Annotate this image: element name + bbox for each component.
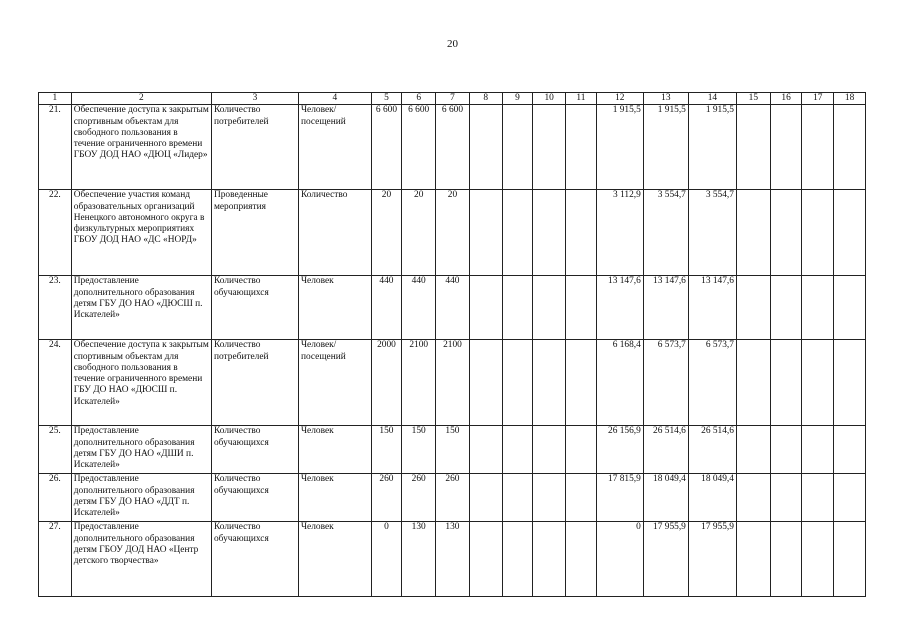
- unit-name: Человек: [298, 474, 371, 522]
- page-number: 20: [447, 38, 458, 50]
- empty-cell: [770, 190, 802, 276]
- empty-cell: [770, 276, 802, 340]
- value-col-5: 20: [371, 190, 402, 276]
- unit-name: Количество: [298, 190, 371, 276]
- finance-col-14: 1 915,5: [688, 105, 736, 190]
- value-col-6: 130: [402, 522, 436, 597]
- empty-cell: [502, 276, 533, 340]
- indicator-name: Количество обучающихся: [211, 474, 298, 522]
- value-col-5: 6 600: [371, 105, 402, 190]
- finance-col-12: 0: [596, 522, 643, 597]
- row-number: 24.: [39, 340, 72, 426]
- service-name: Обеспечение доступа к закрытым спортивным объектам для свободного пользования в течение ограниченного времени ГБУ ДО НАО «ДЮСШ п. Искателей»: [71, 340, 211, 426]
- row-number: 23.: [39, 276, 72, 340]
- finance-col-14: 13 147,6: [688, 276, 736, 340]
- empty-cell: [834, 276, 866, 340]
- value-col-5: 440: [371, 276, 402, 340]
- indicator-name: Количество потребителей: [211, 340, 298, 426]
- empty-cell: [533, 522, 566, 597]
- empty-cell: [566, 426, 597, 474]
- unit-name: Человек: [298, 426, 371, 474]
- empty-cell: [736, 105, 770, 190]
- column-header: 16: [770, 93, 802, 105]
- empty-cell: [770, 522, 802, 597]
- empty-cell: [770, 105, 802, 190]
- finance-col-13: 17 955,9: [643, 522, 688, 597]
- finance-col-13: 3 554,7: [643, 190, 688, 276]
- finance-col-12: 26 156,9: [596, 426, 643, 474]
- empty-cell: [736, 340, 770, 426]
- column-header: 3: [211, 93, 298, 105]
- unit-name: Человек: [298, 522, 371, 597]
- value-col-7: 130: [436, 522, 470, 597]
- column-number-row: [39, 93, 866, 105]
- empty-cell: [502, 190, 533, 276]
- finance-col-12: 13 147,6: [596, 276, 643, 340]
- empty-cell: [502, 105, 533, 190]
- empty-cell: [736, 474, 770, 522]
- empty-cell: [802, 522, 834, 597]
- column-header: 12: [596, 93, 643, 105]
- empty-cell: [736, 190, 770, 276]
- row-number: 25.: [39, 426, 72, 474]
- table-row: [39, 105, 866, 190]
- value-col-7: 440: [436, 276, 470, 340]
- empty-cell: [469, 190, 502, 276]
- table-row: [39, 190, 866, 276]
- service-name: Предоставление дополнительного образования детям ГБОУ ДОД НАО «Центр детского творчества»: [71, 522, 211, 597]
- empty-cell: [834, 474, 866, 522]
- column-header: 9: [502, 93, 533, 105]
- data-table: [38, 92, 866, 597]
- empty-cell: [834, 340, 866, 426]
- value-col-6: 2100: [402, 340, 436, 426]
- row-number: 26.: [39, 474, 72, 522]
- column-header: 8: [469, 93, 502, 105]
- empty-cell: [802, 105, 834, 190]
- empty-cell: [533, 474, 566, 522]
- empty-cell: [502, 522, 533, 597]
- empty-cell: [770, 474, 802, 522]
- empty-cell: [533, 105, 566, 190]
- value-col-6: 260: [402, 474, 436, 522]
- value-col-5: 2000: [371, 340, 402, 426]
- empty-cell: [834, 190, 866, 276]
- column-header: 5: [371, 93, 402, 105]
- value-col-6: 440: [402, 276, 436, 340]
- finance-col-14: 18 049,4: [688, 474, 736, 522]
- indicator-name: Количество обучающихся: [211, 426, 298, 474]
- column-header: 6: [402, 93, 436, 105]
- service-name: Предоставление дополнительного образования детям ГБУ ДО НАО «ДЮСШ п. Искателей»: [71, 276, 211, 340]
- finance-col-12: 3 112,9: [596, 190, 643, 276]
- table-row: [39, 340, 866, 426]
- empty-cell: [533, 340, 566, 426]
- unit-name: Человек/ посещений: [298, 340, 371, 426]
- value-col-7: 20: [436, 190, 470, 276]
- column-header: 1: [39, 93, 72, 105]
- empty-cell: [736, 426, 770, 474]
- empty-cell: [533, 190, 566, 276]
- finance-col-13: 6 573,7: [643, 340, 688, 426]
- empty-cell: [533, 276, 566, 340]
- column-header: 13: [643, 93, 688, 105]
- empty-cell: [502, 340, 533, 426]
- empty-cell: [834, 522, 866, 597]
- column-header: 15: [736, 93, 770, 105]
- finance-col-13: 1 915,5: [643, 105, 688, 190]
- empty-cell: [802, 426, 834, 474]
- value-col-6: 6 600: [402, 105, 436, 190]
- empty-cell: [469, 105, 502, 190]
- empty-cell: [736, 276, 770, 340]
- empty-cell: [469, 474, 502, 522]
- finance-col-13: 18 049,4: [643, 474, 688, 522]
- empty-cell: [566, 276, 597, 340]
- column-header: 2: [71, 93, 211, 105]
- empty-cell: [770, 426, 802, 474]
- row-number: 22.: [39, 190, 72, 276]
- table-row: [39, 474, 866, 522]
- column-header: 11: [566, 93, 597, 105]
- value-col-7: 6 600: [436, 105, 470, 190]
- column-header: 4: [298, 93, 371, 105]
- unit-name: Человек: [298, 276, 371, 340]
- row-number: 27.: [39, 522, 72, 597]
- finance-col-12: 6 168,4: [596, 340, 643, 426]
- empty-cell: [533, 426, 566, 474]
- empty-cell: [566, 105, 597, 190]
- empty-cell: [770, 340, 802, 426]
- empty-cell: [469, 340, 502, 426]
- finance-col-14: 6 573,7: [688, 340, 736, 426]
- value-col-5: 0: [371, 522, 402, 597]
- empty-cell: [469, 426, 502, 474]
- value-col-7: 2100: [436, 340, 470, 426]
- value-col-5: 260: [371, 474, 402, 522]
- finance-col-14: 3 554,7: [688, 190, 736, 276]
- finance-col-14: 26 514,6: [688, 426, 736, 474]
- unit-name: Человек/ посещений: [298, 105, 371, 190]
- table-row: [39, 426, 866, 474]
- finance-col-14: 17 955,9: [688, 522, 736, 597]
- empty-cell: [502, 426, 533, 474]
- table-row: [39, 522, 866, 597]
- value-col-6: 20: [402, 190, 436, 276]
- table-row: [39, 276, 866, 340]
- service-name: Обеспечение участия команд образовательных организаций Ненецкого автономного округа в физкультурных мероприятиях ГБОУ ДОД НАО «ДС «НОРД»: [71, 190, 211, 276]
- indicator-name: Количество обучающихся: [211, 276, 298, 340]
- finance-col-12: 17 815,9: [596, 474, 643, 522]
- service-name: Обеспечение доступа к закрытым спортивным объектам для свободного пользования в течение ограниченного времени ГБОУ ДОД НАО «ДЮЦ «Лидер»: [71, 105, 211, 190]
- finance-col-13: 13 147,6: [643, 276, 688, 340]
- empty-cell: [802, 340, 834, 426]
- empty-cell: [469, 276, 502, 340]
- empty-cell: [566, 474, 597, 522]
- indicator-name: Проведенные мероприятия: [211, 190, 298, 276]
- empty-cell: [802, 276, 834, 340]
- service-name: Предоставление дополнительного образования детям ГБУ ДО НАО «ДДТ п. Искателей»: [71, 474, 211, 522]
- empty-cell: [802, 190, 834, 276]
- empty-cell: [566, 340, 597, 426]
- empty-cell: [834, 426, 866, 474]
- finance-col-13: 26 514,6: [643, 426, 688, 474]
- indicator-name: Количество потребителей: [211, 105, 298, 190]
- empty-cell: [566, 190, 597, 276]
- finance-col-12: 1 915,5: [596, 105, 643, 190]
- empty-cell: [834, 105, 866, 190]
- row-number: 21.: [39, 105, 72, 190]
- service-name: Предоставление дополнительного образования детям ГБУ ДО НАО «ДШИ п. Искателей»: [71, 426, 211, 474]
- column-header: 17: [802, 93, 834, 105]
- value-col-6: 150: [402, 426, 436, 474]
- empty-cell: [502, 474, 533, 522]
- empty-cell: [566, 522, 597, 597]
- column-header: 14: [688, 93, 736, 105]
- column-header: 7: [436, 93, 470, 105]
- empty-cell: [802, 474, 834, 522]
- value-col-7: 150: [436, 426, 470, 474]
- value-col-7: 260: [436, 474, 470, 522]
- empty-cell: [736, 522, 770, 597]
- value-col-5: 150: [371, 426, 402, 474]
- empty-cell: [469, 522, 502, 597]
- column-header: 18: [834, 93, 866, 105]
- column-header: 10: [533, 93, 566, 105]
- indicator-name: Количество обучающихся: [211, 522, 298, 597]
